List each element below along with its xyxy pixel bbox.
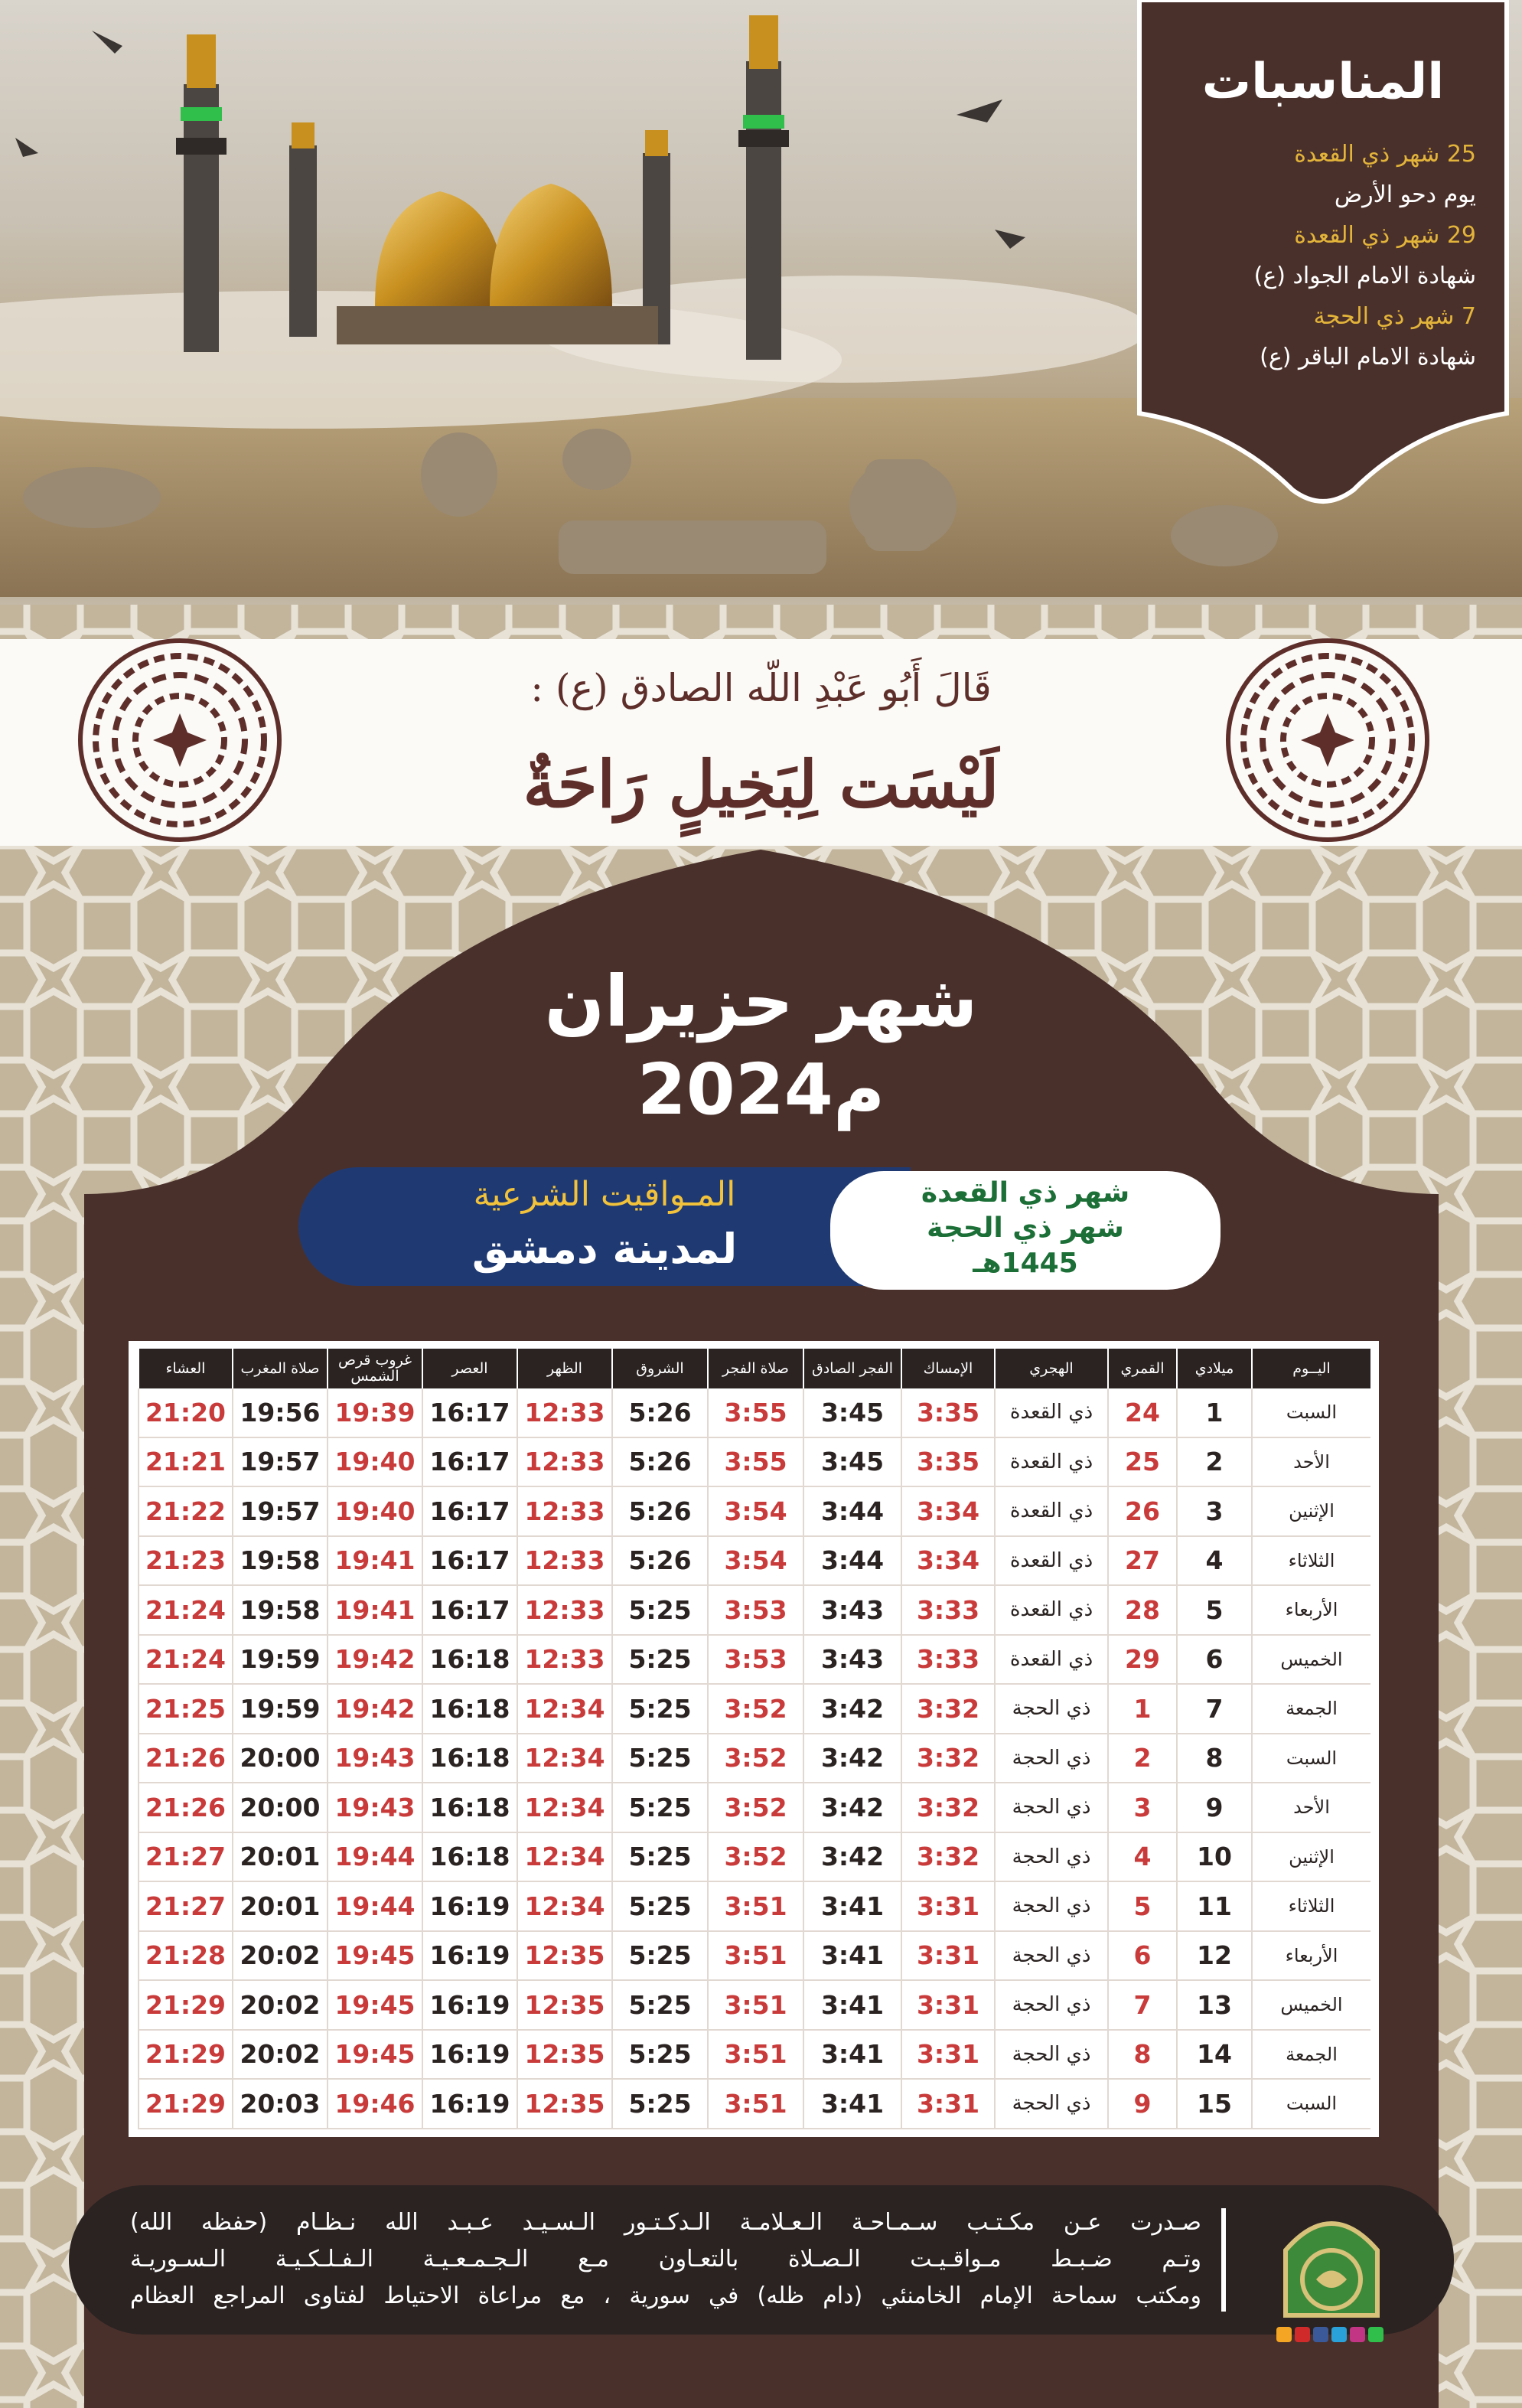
footer-line-2: وتـم ضـبـط مـواقـيـت الـصـلاة بالتعـاون مـع الـجـمـعـيـة الـفـلـكـيـة الـسـوريـة [130,2246,1201,2273]
cell-sunrise: 5:25 [612,1585,708,1635]
cell-gregorian: 10 [1177,1832,1252,1882]
cell-sunset: 19:43 [328,1734,422,1783]
cell-sunset: 19:45 [328,2030,422,2080]
header-imsak: الإمساك [901,1349,995,1388]
cell-fajr-prayer: 3:52 [708,1684,803,1734]
cell-hijri: ذي القعدة [995,1388,1108,1437]
cell-maghrib: 20:00 [233,1783,328,1832]
cell-sunrise: 5:25 [612,1980,708,2030]
table-row [139,1832,1370,1882]
cell-lunar: 6 [1108,1931,1177,1981]
cell-isha: 21:27 [139,1881,233,1931]
table-row [139,1881,1370,1931]
cell-gregorian: 7 [1177,1684,1252,1734]
cell-sunrise: 5:25 [612,1734,708,1783]
table-row [139,1783,1370,1832]
cell-imsak: 3:31 [901,2030,995,2080]
cell-fajr: 3:41 [803,1931,901,1981]
cell-isha: 21:27 [139,1832,233,1882]
cell-sunset: 19:42 [328,1684,422,1734]
cell-fajr: 3:42 [803,1783,901,1832]
cell-day: الأحد [1252,1783,1370,1832]
cell-day: الأربعاء [1252,1931,1370,1981]
header-isha: العشاء [139,1349,233,1388]
cell-sunrise: 5:25 [612,2030,708,2080]
banner-city: لمدينة دمشق [471,1225,738,1273]
cell-isha: 21:24 [139,1635,233,1685]
cell-maghrib: 19:57 [233,1486,328,1536]
cell-dhuhr: 12:35 [517,1980,612,2030]
cell-gregorian: 3 [1177,1486,1252,1536]
cell-maghrib: 19:58 [233,1536,328,1586]
header-fajr-prayer: صلاة الفجر [708,1349,803,1388]
cell-fajr-prayer: 3:51 [708,2030,803,2080]
cell-day: السبت [1252,1734,1370,1783]
table-row [139,1931,1370,1981]
cell-hijri: ذي الحجة [995,1980,1108,2030]
cell-dhuhr: 12:33 [517,1536,612,1586]
cell-sunset: 19:41 [328,1536,422,1586]
table-row [139,2079,1370,2129]
event-name: شهادة الامام الباقر (ع) [1260,344,1476,370]
cell-dhuhr: 12:34 [517,1783,612,1832]
cell-asr: 16:18 [422,1734,517,1783]
cell-maghrib: 19:57 [233,1437,328,1487]
cell-maghrib: 20:02 [233,2030,328,2080]
cell-isha: 21:20 [139,1388,233,1437]
hijri-line-2: شهر ذي الحجة [927,1212,1124,1244]
cell-fajr: 3:42 [803,1734,901,1783]
footer-line-1: صـدرت عـن مكـتـب سـمـاحـة الـعـلامـة الـدكـتـور الـسـيـد عـبـد الله نـظـام (حفظه الله) [130,2209,1201,2236]
social-icon-1[interactable] [1276,2327,1292,2342]
cell-lunar: 28 [1108,1585,1177,1635]
cell-lunar: 24 [1108,1388,1177,1437]
youtube-icon[interactable] [1295,2327,1310,2342]
cell-fajr: 3:43 [803,1635,901,1685]
cell-gregorian: 12 [1177,1931,1252,1981]
cell-isha: 21:29 [139,2030,233,2080]
cell-lunar: 4 [1108,1832,1177,1882]
cell-maghrib: 20:01 [233,1832,328,1882]
footer-text [130,2204,1201,2315]
cell-sunset: 19:43 [328,1783,422,1832]
cell-dhuhr: 12:34 [517,1832,612,1882]
cell-isha: 21:23 [139,1536,233,1586]
cell-hijri: ذي القعدة [995,1437,1108,1487]
header-dhuhr: الظهر [517,1349,612,1388]
cell-fajr: 3:45 [803,1437,901,1487]
cell-fajr-prayer: 3:55 [708,1437,803,1487]
cell-sunset: 19:46 [328,2079,422,2129]
header-asr: العصر [422,1349,517,1388]
table-row [139,1486,1370,1536]
cell-fajr-prayer: 3:52 [708,1734,803,1783]
cell-fajr: 3:41 [803,1881,901,1931]
cell-sunrise: 5:26 [612,1486,708,1536]
cell-day: الخميس [1252,1980,1370,2030]
cell-fajr-prayer: 3:53 [708,1635,803,1685]
cell-gregorian: 15 [1177,2079,1252,2129]
header-maghrib: صلاة المغرب [233,1349,328,1388]
table-row [139,1635,1370,1685]
table-row [139,1437,1370,1487]
cell-imsak: 3:34 [901,1536,995,1586]
cell-maghrib: 19:59 [233,1684,328,1734]
cell-fajr-prayer: 3:54 [708,1486,803,1536]
cell-lunar: 26 [1108,1486,1177,1536]
cell-maghrib: 20:01 [233,1881,328,1931]
cell-hijri: ذي القعدة [995,1585,1108,1635]
cell-lunar: 8 [1108,2030,1177,2080]
cell-sunrise: 5:25 [612,1931,708,1981]
cell-fajr: 3:41 [803,2030,901,2080]
cell-gregorian: 13 [1177,1980,1252,2030]
cell-lunar: 1 [1108,1684,1177,1734]
instagram-icon[interactable] [1350,2327,1365,2342]
cell-lunar: 3 [1108,1783,1177,1832]
cell-fajr: 3:42 [803,1832,901,1882]
cell-fajr: 3:44 [803,1536,901,1586]
facebook-icon[interactable] [1313,2327,1328,2342]
cell-sunset: 19:44 [328,1881,422,1931]
cell-sunset: 19:45 [328,1980,422,2030]
cell-maghrib: 19:58 [233,1585,328,1635]
cell-fajr: 3:45 [803,1388,901,1437]
cell-fajr-prayer: 3:53 [708,1585,803,1635]
cell-day: الأربعاء [1252,1585,1370,1635]
cell-maghrib: 20:03 [233,2079,328,2129]
cell-sunset: 19:42 [328,1635,422,1685]
cell-dhuhr: 12:33 [517,1388,612,1437]
cell-isha: 21:25 [139,1684,233,1734]
cell-day: الجمعة [1252,1684,1370,1734]
cell-sunset: 19:39 [328,1388,422,1437]
header-gregorian: ميلادي [1177,1349,1252,1388]
cell-dhuhr: 12:33 [517,1635,612,1685]
cell-imsak: 3:35 [901,1437,995,1487]
cell-isha: 21:26 [139,1734,233,1783]
cell-isha: 21:26 [139,1783,233,1832]
cell-maghrib: 20:00 [233,1734,328,1783]
cell-day: الأحد [1252,1437,1370,1487]
cell-dhuhr: 12:34 [517,1881,612,1931]
footer-line-3: ومكتب سماحة الإمام الخامنئي (دام ظله) في سورية ، مع مراعاة الاحتياط لفتاوى المراجع العظام [130,2282,1201,2309]
cell-asr: 16:17 [422,1388,517,1437]
event-date: 25 شهر ذي القعدة [1294,141,1476,168]
cell-fajr-prayer: 3:51 [708,1881,803,1931]
table-row [139,1684,1370,1734]
cell-asr: 16:17 [422,1585,517,1635]
cell-dhuhr: 12:35 [517,2079,612,2129]
cell-asr: 16:18 [422,1684,517,1734]
cell-imsak: 3:32 [901,1783,995,1832]
table-row [139,1536,1370,1586]
cell-sunset: 19:40 [328,1437,422,1487]
cell-sunrise: 5:25 [612,1881,708,1931]
events-title: المناسبات [1201,54,1445,110]
quote-intro: قَالَ أَبُو عَبْدِ اللّه الصادق (ع) : [530,666,992,710]
cell-asr: 16:17 [422,1536,517,1586]
table-row [139,2030,1370,2080]
cell-isha: 21:29 [139,2079,233,2129]
header-hijri: الهجري [995,1349,1108,1388]
header-sunrise: الشروق [612,1349,708,1388]
cell-hijri: ذي القعدة [995,1536,1108,1586]
cell-imsak: 3:31 [901,2079,995,2129]
cell-gregorian: 14 [1177,2030,1252,2080]
cell-sunset: 19:40 [328,1486,422,1536]
cell-dhuhr: 12:35 [517,1931,612,1981]
header-fajr: الفجر الصادق [803,1349,901,1388]
cell-imsak: 3:32 [901,1684,995,1734]
logo-emblem [1263,2189,1400,2327]
banner-subtitle: المـواقيت الشرعية [473,1175,736,1214]
cell-lunar: 2 [1108,1734,1177,1783]
cell-fajr-prayer: 3:51 [708,1980,803,2030]
cell-dhuhr: 12:33 [517,1486,612,1536]
cell-sunrise: 5:25 [612,2079,708,2129]
cell-sunrise: 5:25 [612,1635,708,1685]
cell-dhuhr: 12:35 [517,2030,612,2080]
cell-imsak: 3:31 [901,1980,995,2030]
cell-sunrise: 5:25 [612,1684,708,1734]
cell-sunset: 19:45 [328,1931,422,1981]
cell-sunset: 19:41 [328,1585,422,1635]
cell-maghrib: 20:02 [233,1980,328,2030]
year-title: 2024م [637,1049,885,1131]
cell-fajr-prayer: 3:51 [708,1931,803,1981]
cell-isha: 21:29 [139,1980,233,2030]
cell-gregorian: 4 [1177,1536,1252,1586]
cell-day: الإثنين [1252,1486,1370,1536]
prayer-times-table [138,1349,1370,2129]
hijri-year: 1445هـ [973,1248,1078,1279]
cell-imsak: 3:31 [901,1931,995,1981]
cell-isha: 21:22 [139,1486,233,1536]
cell-sunrise: 5:25 [612,1832,708,1882]
cell-fajr-prayer: 3:54 [708,1536,803,1586]
cell-asr: 16:19 [422,1881,517,1931]
cell-asr: 16:18 [422,1783,517,1832]
header-sunset: غروب قرص الشمس [328,1349,422,1388]
cell-fajr: 3:42 [803,1684,901,1734]
cell-asr: 16:18 [422,1832,517,1882]
cell-hijri: ذي الحجة [995,1881,1108,1931]
cell-gregorian: 1 [1177,1388,1252,1437]
cell-maghrib: 20:02 [233,1931,328,1981]
cell-hijri: ذي الحجة [995,1783,1108,1832]
cell-day: الإثنين [1252,1832,1370,1882]
cell-fajr-prayer: 3:51 [708,2079,803,2129]
cell-dhuhr: 12:33 [517,1437,612,1487]
cell-lunar: 29 [1108,1635,1177,1685]
cell-fajr-prayer: 3:52 [708,1783,803,1832]
table-header-row [139,1349,1370,1388]
whatsapp-icon[interactable] [1368,2327,1383,2342]
cell-fajr-prayer: 3:55 [708,1388,803,1437]
cell-imsak: 3:32 [901,1734,995,1783]
cell-lunar: 7 [1108,1980,1177,2030]
event-date: 29 شهر ذي القعدة [1294,222,1476,249]
cell-day: الخميس [1252,1635,1370,1685]
event-date: 7 شهر ذي الحجة [1313,303,1476,330]
cell-hijri: ذي الحجة [995,1931,1108,1981]
cell-lunar: 5 [1108,1881,1177,1931]
event-name: شهادة الامام الجواد (ع) [1253,263,1476,289]
cell-day: السبت [1252,1388,1370,1437]
table-row [139,1585,1370,1635]
footer-divider [1221,2208,1226,2312]
event-name: يوم دحو الأرض [1334,181,1476,208]
cell-maghrib: 19:59 [233,1635,328,1685]
cell-gregorian: 5 [1177,1585,1252,1635]
cell-day: السبت [1252,2079,1370,2129]
telegram-icon[interactable] [1331,2327,1347,2342]
cell-asr: 16:19 [422,1980,517,2030]
cell-imsak: 3:32 [901,1832,995,1882]
cell-dhuhr: 12:34 [517,1734,612,1783]
cell-hijri: ذي الحجة [995,1684,1108,1734]
cell-asr: 16:18 [422,1635,517,1685]
month-title: شهر حزيران [544,961,978,1042]
quote-text: لَيْسَت لِبَخِيلٍ رَاحَةٌ [523,746,999,822]
header-day: اليــوم [1252,1349,1370,1388]
header-lunar: القمري [1108,1349,1177,1388]
cell-day: الجمعة [1252,2030,1370,2080]
cell-sunrise: 5:26 [612,1388,708,1437]
cell-isha: 21:21 [139,1437,233,1487]
cell-gregorian: 6 [1177,1635,1252,1685]
cell-gregorian: 11 [1177,1881,1252,1931]
cell-isha: 21:28 [139,1931,233,1981]
cell-hijri: ذي الحجة [995,2030,1108,2080]
social-icons [1276,2327,1391,2347]
cell-day: الثلاثاء [1252,1536,1370,1586]
cell-fajr: 3:41 [803,2079,901,2129]
cell-sunset: 19:44 [328,1832,422,1882]
table-row [139,1388,1370,1437]
cell-imsak: 3:33 [901,1585,995,1635]
cell-gregorian: 8 [1177,1734,1252,1783]
cell-lunar: 27 [1108,1536,1177,1586]
cell-imsak: 3:31 [901,1881,995,1931]
cell-asr: 16:19 [422,1931,517,1981]
cell-asr: 16:19 [422,2079,517,2129]
cell-imsak: 3:33 [901,1635,995,1685]
cell-dhuhr: 12:34 [517,1684,612,1734]
cell-sunrise: 5:25 [612,1783,708,1832]
cell-hijri: ذي الحجة [995,1832,1108,1882]
cell-gregorian: 9 [1177,1783,1252,1832]
cell-lunar: 25 [1108,1437,1177,1487]
cell-fajr-prayer: 3:52 [708,1832,803,1882]
cell-imsak: 3:34 [901,1486,995,1536]
cell-hijri: ذي الحجة [995,1734,1108,1783]
table-row [139,1734,1370,1783]
cell-sunrise: 5:26 [612,1536,708,1586]
hijri-line-1: شهر ذي القعدة [921,1177,1130,1209]
cell-hijri: ذي القعدة [995,1635,1108,1685]
cell-dhuhr: 12:33 [517,1585,612,1635]
cell-imsak: 3:35 [901,1388,995,1437]
cell-hijri: ذي الحجة [995,2079,1108,2129]
cell-fajr: 3:44 [803,1486,901,1536]
cell-asr: 16:17 [422,1486,517,1536]
cell-maghrib: 19:56 [233,1388,328,1437]
cell-isha: 21:24 [139,1585,233,1635]
cell-day: الثلاثاء [1252,1881,1370,1931]
cell-gregorian: 2 [1177,1437,1252,1487]
cell-fajr: 3:41 [803,1980,901,2030]
cell-asr: 16:17 [422,1437,517,1487]
table-row [139,1980,1370,2030]
cell-asr: 16:19 [422,2030,517,2080]
cell-sunrise: 5:26 [612,1437,708,1487]
cell-lunar: 9 [1108,2079,1177,2129]
cell-hijri: ذي القعدة [995,1486,1108,1536]
cell-fajr: 3:43 [803,1585,901,1635]
hijri-month-text [842,1176,1209,1281]
